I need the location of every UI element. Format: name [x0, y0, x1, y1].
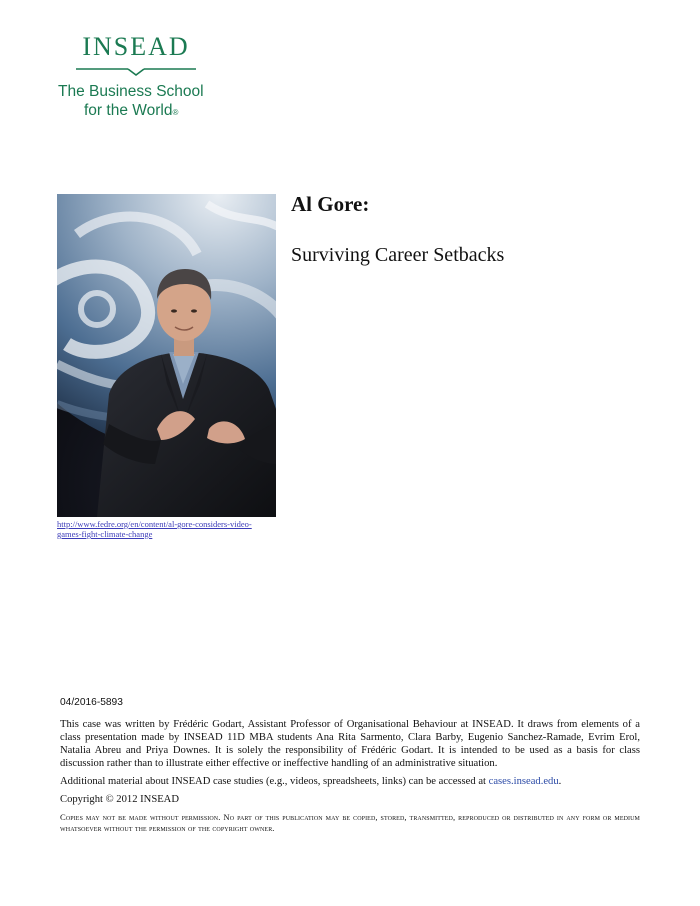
case-title: Al Gore: — [291, 192, 370, 216]
speaker-earth-illustration — [57, 194, 276, 517]
logo-rule-icon — [76, 66, 196, 78]
additional-material-end: . — [558, 776, 562, 787]
photo-source-link[interactable]: http://www.fedre.org/en/content/al-gore-considers-video-games-fight-climate-change — [57, 519, 252, 539]
additional-material-paragraph — [60, 775, 640, 788]
logo-tagline-line2 — [84, 101, 178, 121]
cases-site-link[interactable]: cases.insead.edu — [488, 776, 559, 787]
copyright-line: Copyright © 2012 INSEAD — [60, 794, 179, 805]
additional-material-text: Additional material about INSEAD case studies (e.g., videos, spreadsheets, links) can be accessed at — [60, 776, 486, 787]
cover-photo — [57, 194, 276, 517]
logo-tagline-line1: The Business School — [58, 83, 204, 100]
logo-wordmark: INSEAD — [82, 32, 190, 61]
authorship-paragraph: This case was written by Frédéric Godart, Assistant Professor of Organisational Behaviour at INSEAD. It draws from elements of a class presentation made by INSEAD 11D MBA students Ana Rita Sarmento, Clara Barby, Eugenio Sanchez-Ramade, Evrim Erol, Natalia Abreu and Priya Downes. It is solely the responsibility of Frédéric Godart. It is intended to be used as a basis for class discussion rather than to illustrate either effective or ineffective handling of an administrative situation. — [60, 719, 640, 769]
case-code: 04/2016-5893 — [60, 697, 123, 708]
copy-notice: Copies may not be made without permission. No part of this publication may be copied, stored, transmitted, reproduced or distributed in any form or medium whatsoever without the permission of the copyright owner. — [60, 812, 640, 833]
registered-mark: ® — [172, 108, 179, 117]
logo-tagline-text: for the World — [84, 102, 173, 119]
case-subtitle: Surviving Career Setbacks — [291, 244, 505, 266]
case-footer — [60, 696, 640, 834]
